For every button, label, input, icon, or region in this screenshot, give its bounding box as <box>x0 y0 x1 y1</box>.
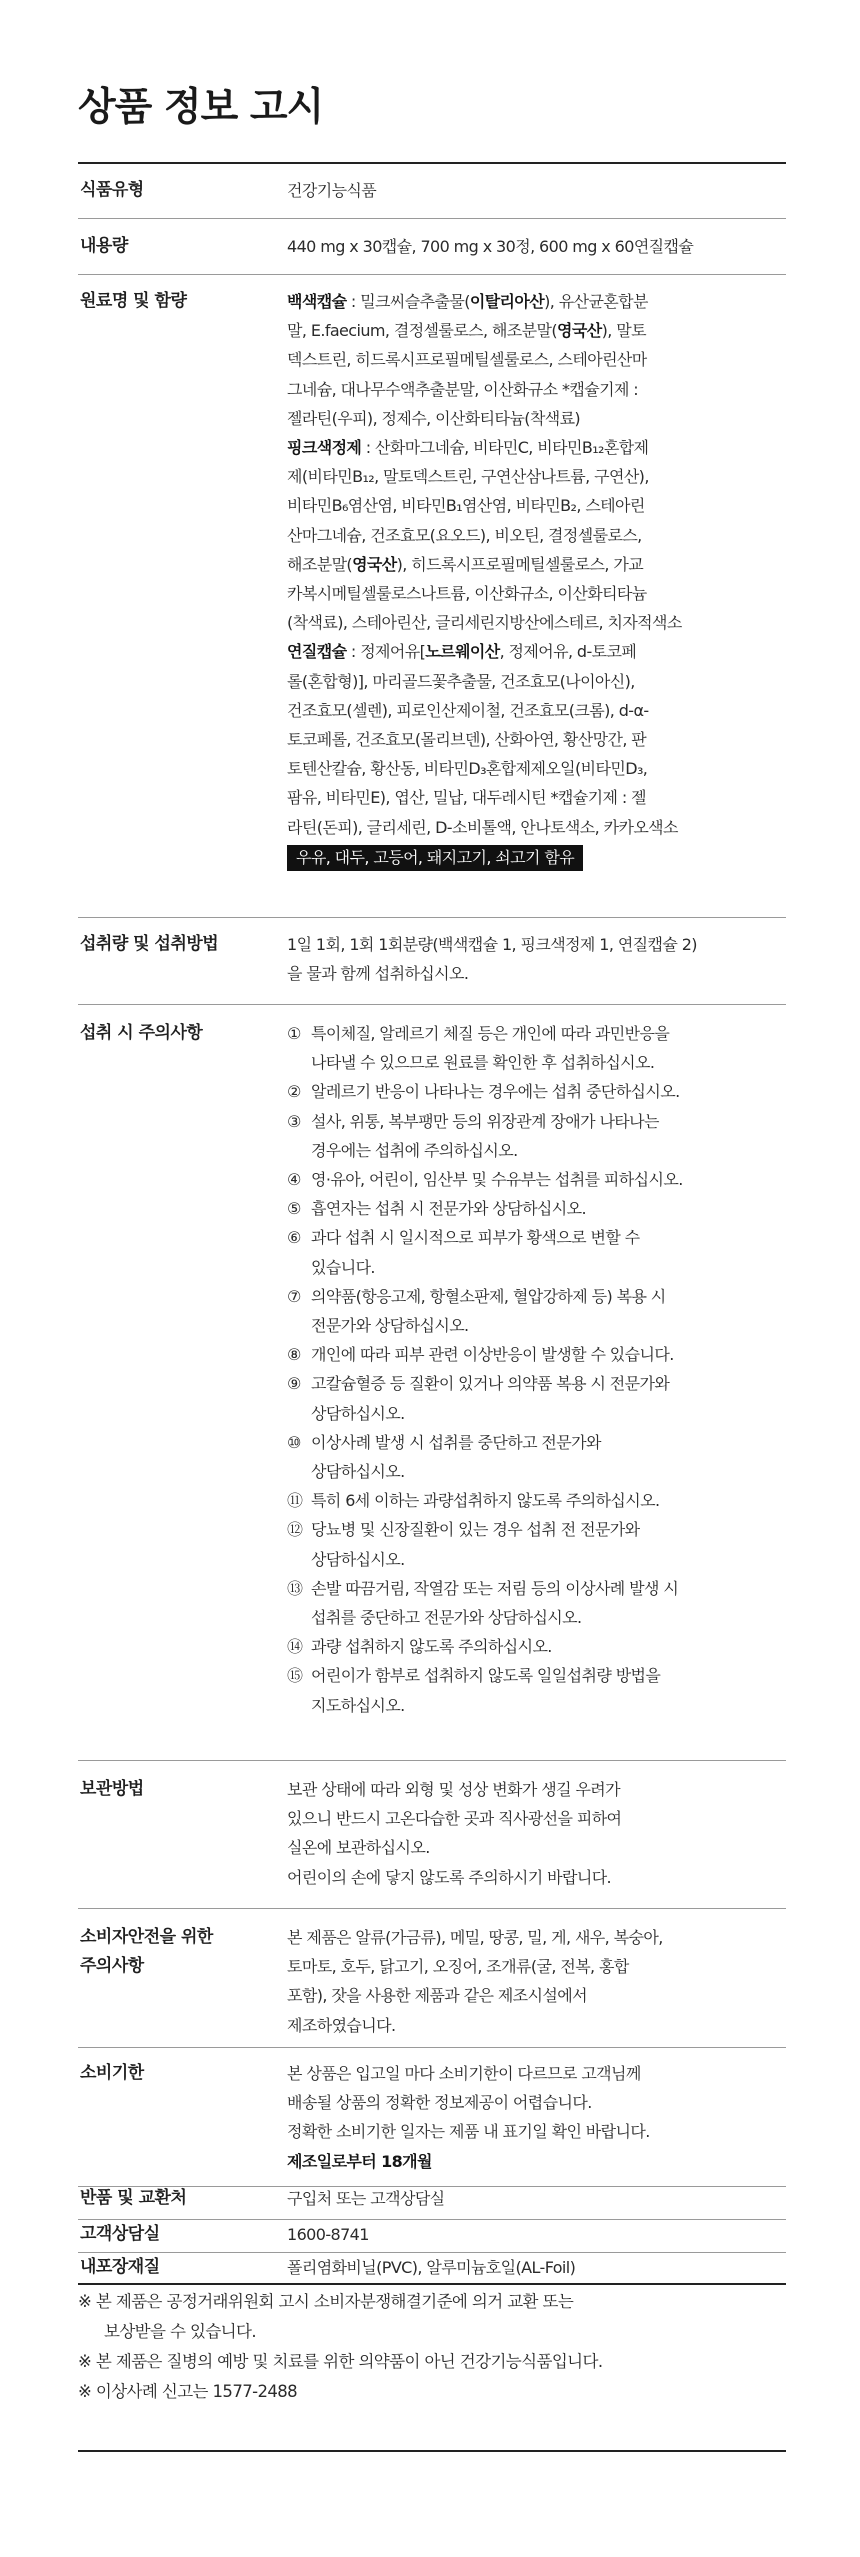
caution-text: 전문가와 상담하십시오. <box>311 1316 469 1336</box>
row-label: 식품유형 <box>80 180 144 200</box>
row-food-type <box>78 163 786 219</box>
caution-text: 설사, 위통, 복부팽만 등의 위장관계 장애가 나타나는 <box>311 1111 659 1131</box>
text-line: 라틴(돈피), 글리세린, D-소비톨액, 안나토색소, 카카오색소 <box>287 817 678 837</box>
row-value <box>287 1775 785 1892</box>
caution-number: ⑪ <box>287 1491 303 1511</box>
text-line: 롤(혼합형)], 마리골드꽃추출물, 건조효모(나이아신), <box>287 671 635 691</box>
caution-number: ⑤ <box>287 1199 301 1219</box>
text-line: 토코페롤, 건조효모(몰리브덴), 산화아연, 황산망간, 판 <box>287 730 647 750</box>
row-expiry <box>78 2048 786 2187</box>
row-value: 440 mg x 30캡슐, 700 mg x 30정, 600 mg x 60연질캡슐 <box>287 237 694 256</box>
caution-text: 상담하십시오. <box>311 1462 405 1482</box>
caution-number: ③ <box>287 1111 301 1131</box>
footnote: ※ 이상사례 신고는 1577-2488 <box>78 2382 298 2401</box>
caution-item <box>287 1194 785 1223</box>
row-label: 섭취량 및 섭취방법 <box>80 934 219 954</box>
text-line: (착색료), 스테아린산, 글리세린지방산에스테르, 치자적색소 <box>287 613 682 633</box>
text-line: 건조효모(셀렌), 피로인산제이철, 건조효모(크롬), d-α- <box>287 700 649 720</box>
row-label: 고객상담실 <box>80 2224 160 2244</box>
caution-text: 알레르기 반응이 나타나는 경우에는 섭취 중단하십시오. <box>311 1082 680 1102</box>
text-line: 비타민B₆염산염, 비타민B₁염산염, 비타민B₂, 스테아린 <box>287 496 645 516</box>
row-customer-service <box>78 2220 786 2253</box>
text-line: 토마토, 호두, 닭고기, 오징어, 조개류(굴, 전복, 홍합 <box>287 1957 629 1977</box>
softgel-title: 연질캡슐 <box>287 642 347 662</box>
origin: 이탈리아산 <box>469 292 545 311</box>
row-value: 건강기능식품 <box>287 181 377 200</box>
label-line: 소비자안전을 위한 <box>80 1927 213 1947</box>
text: : 밀크씨슬추출물( <box>346 292 470 311</box>
caution-number: ⑫ <box>287 1520 303 1540</box>
bottom-divider <box>78 2450 786 2452</box>
caution-number: ⑥ <box>287 1228 301 1248</box>
caution-number: ⑮ <box>287 1666 303 1686</box>
text-line: 실온에 보관하십시오. <box>287 1838 430 1858</box>
row-packaging <box>78 2253 786 2285</box>
text: : 정제어유[ <box>346 642 426 662</box>
row-intake <box>78 918 786 1005</box>
caution-text: 경우에는 섭취에 주의하십시오. <box>311 1140 518 1160</box>
row-consumer-safety <box>78 1909 786 2048</box>
row-capacity <box>78 219 786 275</box>
caution-number: ⑧ <box>287 1345 301 1365</box>
caution-item <box>287 1223 785 1281</box>
footnote: 보상받을 수 있습니다. <box>104 2322 256 2341</box>
caution-text: 특히 6세 이하는 과량섭취하지 않도록 주의하십시오. <box>311 1491 660 1511</box>
label-line: 주의사항 <box>80 1956 144 1976</box>
caution-item <box>287 1632 785 1661</box>
caution-item <box>287 1369 785 1427</box>
caution-text: 상담하십시오. <box>311 1549 405 1569</box>
row-label: 내용량 <box>80 236 128 256</box>
caution-text: 특이체질, 알레르기 체질 등은 개인에 따라 과민반응을 <box>311 1024 670 1043</box>
row-label <box>80 1923 213 1981</box>
origin: 노르웨이산 <box>425 642 500 662</box>
row-label: 보관방법 <box>80 1779 144 1799</box>
text-line: 토텐산칼슘, 황산동, 비타민D₃혼합제제오일(비타민D₃, <box>287 759 648 779</box>
caution-item <box>287 1077 785 1106</box>
caution-item <box>287 1107 785 1165</box>
row-storage <box>78 1761 786 1909</box>
text-line: 제조하였습니다. <box>287 2015 396 2035</box>
text: : 산화마그네슘, 비타민C, 비타민B₁₂혼합제 <box>361 438 649 458</box>
caution-item <box>287 1282 785 1340</box>
origin: 영국산 <box>352 554 397 574</box>
caution-text: 의약품(항응고제, 항혈소판제, 혈압강하제 등) 복용 시 <box>311 1286 666 1306</box>
row-value: 폴리염화비닐(PVC), 알루미늄호일(AL-Foil) <box>287 2258 576 2277</box>
row-label: 원료명 및 함량 <box>80 291 187 311</box>
ingredients-text <box>287 287 785 872</box>
caution-number: ② <box>287 1082 301 1102</box>
text: ), 히드록시프로필메틸셀룰로스, 가교 <box>396 554 644 574</box>
pink-tablet-title: 핑크색정제 <box>287 438 362 458</box>
white-capsule-title: 백색캡슐 <box>287 292 347 311</box>
caution-item <box>287 1165 785 1194</box>
caution-item <box>287 1340 785 1369</box>
text-line: 보관 상태에 따라 외형 및 성상 변화가 생길 우려가 <box>287 1780 621 1799</box>
text-line: 포함), 잣을 사용한 제품과 같은 제조시설에서 <box>287 1986 587 2006</box>
caution-number: ⑨ <box>287 1374 301 1394</box>
caution-text: 상담하십시오. <box>311 1403 405 1423</box>
text-line: 그네슘, 대나무수액추출분말, 이산화규소 *캡슐기제 : <box>287 379 639 399</box>
caution-text: 손발 따끔거림, 작열감 또는 저림 등의 이상사례 발생 시 <box>311 1578 679 1598</box>
text-line: 제(비타민B₁₂, 말토덱스트린, 구연산삼나트륨, 구연산), <box>287 467 649 487</box>
caution-number: ④ <box>287 1170 301 1190</box>
origin: 영국산 <box>557 321 602 341</box>
footnote: ※ 본 제품은 공정거래위원회 고시 소비자분쟁해결기준에 의거 교환 또는 <box>78 2292 574 2311</box>
caution-number: ⑩ <box>287 1432 301 1452</box>
text: ), 말토 <box>601 321 646 341</box>
text-line: 정확한 소비기한 일자는 제품 내 표기일 확인 바랍니다. <box>287 2122 650 2142</box>
caution-item <box>287 1019 785 1077</box>
row-value: 구입처 또는 고객상담실 <box>287 2189 445 2208</box>
row-value <box>287 2059 785 2176</box>
caution-text: 고칼슘혈증 등 질환이 있거나 의약품 복용 시 전문가와 <box>311 1374 670 1394</box>
text-line: 어린이의 손에 닿지 않도록 주의하시기 바랍니다. <box>287 1867 612 1887</box>
text: 해조분말( <box>287 554 353 574</box>
caution-text: 있습니다. <box>311 1257 375 1277</box>
text-line: 배송될 상품의 정확한 정보제공이 어렵습니다. <box>287 2093 592 2113</box>
text-line: 팜유, 비타민E), 엽산, 밀납, 대두레시틴 *캡슐기제 : 젤 <box>287 788 646 808</box>
row-label: 소비기한 <box>80 2063 144 2083</box>
caution-item <box>287 1428 785 1486</box>
text: , 정제어유, d-토코페 <box>499 642 637 662</box>
text-line: 본 제품은 알류(가금류), 메밀, 땅콩, 밀, 게, 새우, 복숭아, <box>287 1928 663 1947</box>
text-line: 있으니 반드시 고온다습한 곳과 직사광선을 피하여 <box>287 1809 622 1829</box>
text: 말, E.faecium, 결정셀룰로스, 해조분말( <box>287 321 558 341</box>
row-caution <box>78 1005 786 1761</box>
caution-text: 과량 섭취하지 않도록 주의하십시오. <box>311 1637 552 1657</box>
row-label: 내포장재질 <box>80 2257 160 2277</box>
caution-list <box>287 1019 785 1720</box>
footnote: ※ 본 제품은 질병의 예방 및 치료를 위한 의약품이 아닌 건강기능식품입니다. <box>78 2352 603 2371</box>
footnotes <box>78 2287 786 2407</box>
row-label: 섭취 시 주의사항 <box>80 1023 203 1043</box>
caution-text: 개인에 따라 피부 관련 이상반응이 발생할 수 있습니다. <box>311 1345 674 1365</box>
allergen-badge: 우유, 대두, 고등어, 돼지고기, 쇠고기 함유 <box>287 845 583 871</box>
text-line: 젤라틴(우피), 정제수, 이산화티타늄(착색료) <box>287 408 581 428</box>
row-label: 반품 및 교환처 <box>80 2188 187 2208</box>
row-value <box>287 930 785 988</box>
text-line: 산마그네슘, 건조효모(요오드), 비오틴, 결정셀룰로스, <box>287 525 642 545</box>
expiry-period: 제조일로부터 18개월 <box>287 2151 432 2171</box>
caution-text: 당뇨병 및 신장질환이 있는 경우 섭취 전 전문가와 <box>311 1520 640 1540</box>
caution-item <box>287 1661 785 1719</box>
text: ), 유산균혼합분 <box>544 292 648 311</box>
caution-number: ⑦ <box>287 1286 301 1306</box>
caution-text: 흡연자는 섭취 시 전문가와 상담하십시오. <box>311 1199 586 1219</box>
text-line: 본 상품은 입고일 마다 소비기한이 다르므로 고객님께 <box>287 2064 641 2083</box>
caution-number: ⑬ <box>287 1578 303 1598</box>
caution-text: 지도하십시오. <box>311 1695 405 1715</box>
caution-text: 이상사례 발생 시 섭취를 중단하고 전문가와 <box>311 1432 601 1452</box>
caution-number: ① <box>287 1024 301 1043</box>
text-line: 1일 1회, 1회 1회분량(백색캡슐 1, 핑크색정제 1, 연질캡슐 2) <box>287 935 697 954</box>
caution-item <box>287 1515 785 1573</box>
caution-text: 나타낼 수 있으므로 원료를 확인한 후 섭취하십시오. <box>311 1053 655 1073</box>
text-line: 을 물과 함께 섭취하십시오. <box>287 964 469 984</box>
caution-text: 섭취를 중단하고 전문가와 상담하십시오. <box>311 1608 582 1628</box>
row-returns <box>78 2187 786 2220</box>
text-line: 덱스트린, 히드록시프로필메틸셀룰로스, 스테아린산마 <box>287 350 647 370</box>
caution-text: 어린이가 함부로 섭취하지 않도록 일일섭취량 방법을 <box>311 1666 661 1686</box>
caution-text: 과다 섭취 시 일시적으로 피부가 황색으로 변할 수 <box>311 1228 640 1248</box>
row-value <box>287 1923 785 2040</box>
page-title: 상품 정보 고시 <box>78 85 324 130</box>
caution-number: ⑭ <box>287 1637 303 1657</box>
caution-text: 영·유아, 어린이, 임산부 및 수유부는 섭취를 피하십시오. <box>311 1170 683 1190</box>
caution-item <box>287 1486 785 1515</box>
customer-service-phone: 1600-8741 <box>287 2225 369 2244</box>
caution-item <box>287 1574 785 1632</box>
row-ingredients <box>78 275 786 918</box>
text-line: 카복시메틸셀룰로스나트륨, 이산화규소, 이산화티타늄 <box>287 584 647 604</box>
